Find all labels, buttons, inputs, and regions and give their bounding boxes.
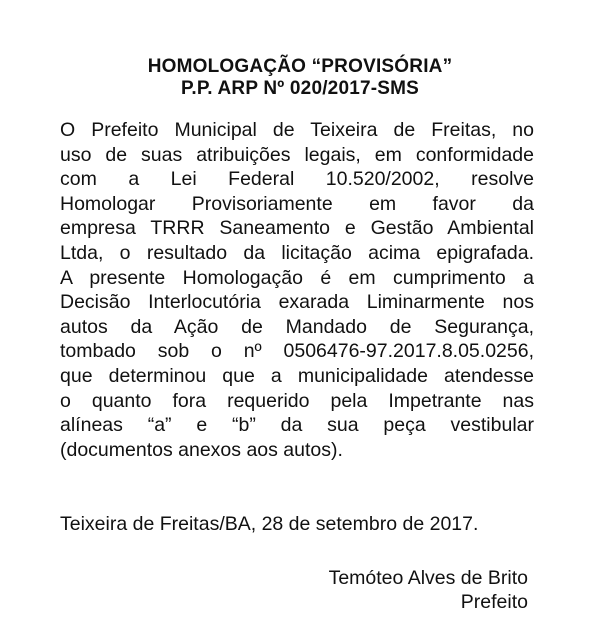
body-line: (documentos anexos aos autos). <box>60 438 343 461</box>
signatory-role: Prefeito <box>460 591 528 613</box>
body-line: tombado sob o nº 0506476-97.2017.8.05.0256, <box>60 340 534 363</box>
body-line: com a Lei Federal 10.520/2002, resolve <box>60 168 534 191</box>
body-line: alíneas “a” e “b” da sua peça vestibular <box>60 414 534 437</box>
body-line: Ltda, o resultado da licitação acima epigrafada. <box>60 241 534 264</box>
body-line: Homologar Provisoriamente em favor da <box>60 192 534 215</box>
body-line: o quanto fora requerido pela Impetrante nas <box>60 389 534 412</box>
body-line: empresa TRRR Saneamento e Gestão Ambiental <box>60 217 534 240</box>
body-line: que determinou que a municipalidade atendesse <box>60 364 534 387</box>
body-line: Decisão Interlocutória exarada Liminarmente nos <box>60 291 534 314</box>
document-title: HOMOLOGAÇÃO “PROVISÓRIA” <box>147 56 453 77</box>
body-line: O Prefeito Municipal de Teixeira de Freitas, no <box>60 119 534 141</box>
body-line: A presente Homologação é em cumprimento a <box>60 266 534 289</box>
body-line: autos da Ação de Mandado de Segurança, <box>60 315 534 338</box>
body-line: uso de suas atribuições legais, em conformidade <box>60 143 534 166</box>
document-subtitle: P.P. ARP Nº 020/2017-SMS <box>180 78 420 99</box>
date-line: Teixeira de Freitas/BA, 28 de setembro de 2017. <box>60 513 479 535</box>
document-body <box>60 118 534 462</box>
signatory-name: Temóteo Alves de Brito <box>328 567 528 589</box>
